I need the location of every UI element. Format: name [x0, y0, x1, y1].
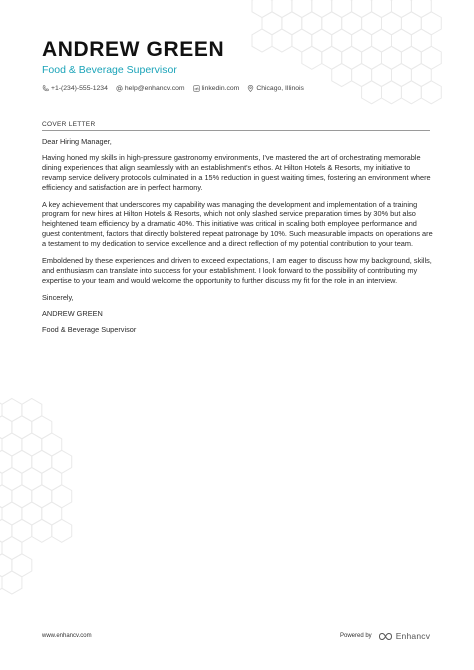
contact-bar — [42, 82, 312, 94]
contact-linkedin[interactable] — [193, 85, 240, 92]
phone-text: +1-(234)-555-1234 — [51, 84, 108, 92]
email-text: help@enhancv.com — [124, 84, 185, 92]
letter-paragraph-1: Having honed my skills in high-pressure gastronomy environments, I've mastered the art of orchestrating memorable dining experiences that align seamlessly with an establishment's ethos. At Hilton Hotels & Resorts, my initiative to revamp service delivery protocols culminated in a 15% reduction in guest waiting times, fostering an environment where efficiency and satisfaction are in perfect harmony. — [42, 152, 431, 192]
letter-paragraph-3: Emboldened by these experiences and driven to exceed expectations, I am eager to discuss how my background, skills, and enthusiasm can translate into success for your establishment. I look forward to the possibility of contributing my expertise to your team and would welcome the opportunity to further discuss my fit for the role in an interview. — [42, 256, 432, 285]
signature-title: Food & Beverage Supervisor — [42, 324, 137, 334]
letter-paragraph-2: A key achievement that underscores my capability was managing the development and implementation of a training program for new hires at Hilton Hotels & Resorts, which not only slashed service preparation times by 30% but also heightened team efficiency by a dramatic 40%. This initiative was critical in scaling both employee performance and guest contentment, factors that directly bolstered repeat patronage by 10%. Such measurable impacts on operations are a testament to my dedication to service excellence and a direct reflection of my potential contribution to your team. — [42, 199, 433, 249]
contact-email[interactable] — [116, 85, 185, 92]
enhancv-logo-icon — [378, 632, 393, 641]
letter-body — [42, 137, 434, 341]
applicant-title: Food & Beverage Supervisor — [42, 64, 177, 76]
location-pin-icon — [247, 85, 254, 92]
applicant-name: ANDREW GREEN — [42, 38, 225, 61]
footer-website[interactable]: www.enhancv.com — [42, 633, 92, 639]
brand-name: Enhancv — [395, 631, 431, 641]
linkedin-icon — [193, 85, 200, 92]
contact-phone[interactable] — [42, 85, 108, 92]
contact-location — [247, 85, 304, 92]
location-text: Chicago, Illinois — [256, 84, 304, 92]
salutation: Dear Hiring Manager, — [42, 137, 112, 146]
at-icon — [116, 85, 123, 92]
closing: Sincerely, — [42, 292, 74, 302]
footer-branding[interactable] — [340, 630, 430, 642]
linkedin-text: linkedin.com — [201, 84, 240, 92]
section-label: COVER LETTER — [42, 121, 96, 128]
powered-by-label: Powered by — [340, 633, 372, 639]
section-divider — [42, 130, 430, 131]
phone-icon — [42, 85, 49, 92]
signature-name: ANDREW GREEN — [42, 308, 103, 318]
